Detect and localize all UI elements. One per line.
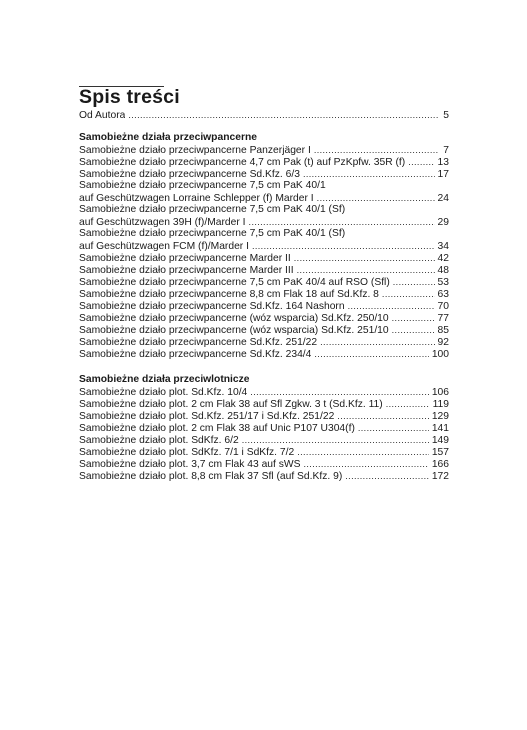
toc-entry-title: Samobieżne działo przeciwpancerne Marder III [79,265,294,276]
section-spacer [79,360,449,373]
table-of-contents [79,109,449,482]
toc-entry-title: Samobieżne działo plot. 3,7 cm Flak 43 auf sWS [79,459,301,470]
toc-entry-title: Samobieżne działo przeciwpancerne Sd.Kfz. 6/3 [79,169,300,180]
dot-leader [345,470,429,482]
toc-entry-page: 141 [431,423,449,434]
toc-entry-title: Od Autora [79,110,126,121]
toc-entry-title: Samobieżne działo przeciwpancerne Marder II [79,253,291,264]
toc-entry-page: 48 [437,265,449,276]
toc-entry[interactable] [79,410,449,422]
toc-entry-title: Samobieżne działo przeciwpancerne 7,5 cm PaK 40/4 auf RSO (Sfl) [79,277,390,288]
toc-entry[interactable] [79,470,449,482]
toc-entry[interactable] [79,144,449,156]
dot-leader [358,422,429,434]
toc-entry-title: Samobieżne działo plot. SdKfz. 6/2 [79,435,239,446]
toc-entry-page: 100 [431,349,449,360]
section-spacer [79,121,449,131]
dot-leader [317,192,435,204]
toc-entry-page: 17 [437,169,449,180]
dot-leader [304,458,429,470]
toc-entry-page: 92 [437,337,449,348]
toc-entry-title: auf Geschützwagen Lorraine Schlepper (f) Marder I [79,193,314,204]
toc-entry[interactable] [79,386,449,398]
section-heading: Samobieżne działa przeciwpancerne [79,132,257,143]
dot-leader [314,144,438,156]
toc-entry-title: Samobieżne działo przeciwpancerne 7,5 cm PaK 40/1 (Sf) [79,228,346,239]
toc-entry-title: Samobieżne działo plot. 2 cm Flak 38 auf Sfl Zgkw. 3 t (Sd.Kfz. 11) [79,399,383,410]
dot-leader [294,252,435,264]
toc-entry-title: Samobieżne działo przeciwpancerne Sd.Kfz. 234/4 [79,349,312,360]
dot-leader [250,386,429,398]
toc-entry-page: 166 [431,459,449,470]
dot-leader [337,410,429,422]
toc-entry-line[interactable] [79,204,449,216]
toc-entry-page: 53 [437,277,449,288]
toc-entry-page: 157 [431,447,449,458]
dot-leader [242,434,429,446]
toc-entry[interactable] [79,324,449,336]
toc-entry[interactable] [79,422,449,434]
toc-entry-title: auf Geschützwagen FCM (f)/Marder I [79,241,249,252]
dot-leader [348,300,435,312]
toc-entry-page: 119 [432,399,449,410]
dot-leader [303,168,435,180]
toc-entry-title: Samobieżne działo przeciwpancerne (wóz wsparcia) Sd.Kfz. 250/10 [79,313,389,324]
toc-entry[interactable] [79,288,449,300]
section-heading: Samobieżne działa przeciwlotnicze [79,374,250,385]
toc-entry-line[interactable] [79,228,449,240]
dot-leader [320,336,434,348]
toc-entry[interactable] [79,336,449,348]
toc-entry-page: 149 [431,435,449,446]
toc-entry-title: Samobieżne działo plot. SdKfz. 7/1 i SdKfz. 7/2 [79,447,295,458]
toc-entry-title: Samobieżne działo przeciwpancerne 4,7 cm Pak (t) auf PzKpfw. 35R (f) [79,157,406,168]
toc-entry-title: Samobieżne działo plot. Sd.Kfz. 251/17 i Sd.Kfz. 251/22 [79,411,335,422]
dot-leader [249,216,435,228]
toc-entry[interactable] [79,276,449,288]
dot-leader [297,264,435,276]
toc-entry-title: Samobieżne działo plot. Sd.Kfz. 10/4 [79,387,248,398]
toc-entry-title: Samobieżne działo przeciwpancerne 8,8 cm Flak 18 auf Sd.Kfz. 8 [79,289,379,300]
toc-entry-page: 5 [443,110,449,121]
toc-entry[interactable] [79,240,449,252]
toc-entry-page: 63 [437,289,449,300]
toc-entry-line[interactable] [79,180,449,192]
dot-leader [252,240,435,252]
toc-sections [79,121,449,482]
dot-leader [297,446,429,458]
toc-entry[interactable] [79,192,449,204]
toc-entry[interactable] [79,264,449,276]
toc-entry-page: 106 [431,387,449,398]
dot-leader [314,348,428,360]
toc-entry-title: Samobieżne działo przeciwpancerne Panzerjäger I [79,145,311,156]
toc-entry-title: Samobieżne działo przeciwpancerne Sd.Kfz. 164 Nashorn [79,301,345,312]
toc-entry-page: 129 [431,411,449,422]
toc-entry[interactable] [79,348,449,360]
toc-entry-page: 29 [437,217,449,228]
toc-entry-title: Samobieżne działo przeciwpancerne Sd.Kfz. 251/22 [79,337,318,348]
toc-entry-intro[interactable] [79,109,449,121]
toc-entry-page: 77 [437,313,449,324]
toc-entry[interactable] [79,252,449,264]
toc-entry-title: Samobieżne działo przeciwpancerne (wóz wsparcia) Sd.Kfz. 251/10 [79,325,389,336]
toc-entry-page: 172 [431,471,449,482]
toc-entry-page: 7 [443,145,449,156]
toc-entry-page: 42 [437,253,449,264]
toc-entry-page: 85 [437,325,449,336]
toc-entry[interactable] [79,312,449,324]
toc-entry-page: 70 [437,301,449,312]
toc-entry-page: 24 [437,193,449,204]
dot-leader [392,324,435,336]
toc-entry[interactable] [79,398,449,410]
toc-entry[interactable] [79,446,449,458]
toc-entry[interactable] [79,300,449,312]
toc-entry[interactable] [79,216,449,228]
dot-leader [393,276,435,288]
dot-leader [386,398,430,410]
toc-entry[interactable] [79,434,449,446]
dot-leader [408,156,434,168]
toc-entry-title: Samobieżne działo plot. 2 cm Flak 38 auf Unic P107 U304(f) [79,423,355,434]
toc-entry-title: Samobieżne działo plot. 8,8 cm Flak 37 Sfl (auf Sd.Kfz. 9) [79,471,343,482]
toc-entry-page: 13 [437,157,449,168]
dot-leader [128,109,438,121]
toc-entry[interactable] [79,156,449,168]
toc-entry-title: auf Geschützwagen 39H (f)/Marder I [79,217,246,228]
page-title: Spis treści [79,86,180,108]
toc-entry[interactable] [79,168,449,180]
toc-entry[interactable] [79,458,449,470]
dot-leader [382,288,435,300]
toc-entry-page: 34 [437,241,449,252]
toc-entry-title: Samobieżne działo przeciwpancerne 7,5 cm PaK 40/1 (Sf) [79,204,346,215]
toc-entry-title: Samobieżne działo przeciwpancerne 7,5 cm PaK 40/1 [79,180,326,191]
dot-leader [392,312,435,324]
